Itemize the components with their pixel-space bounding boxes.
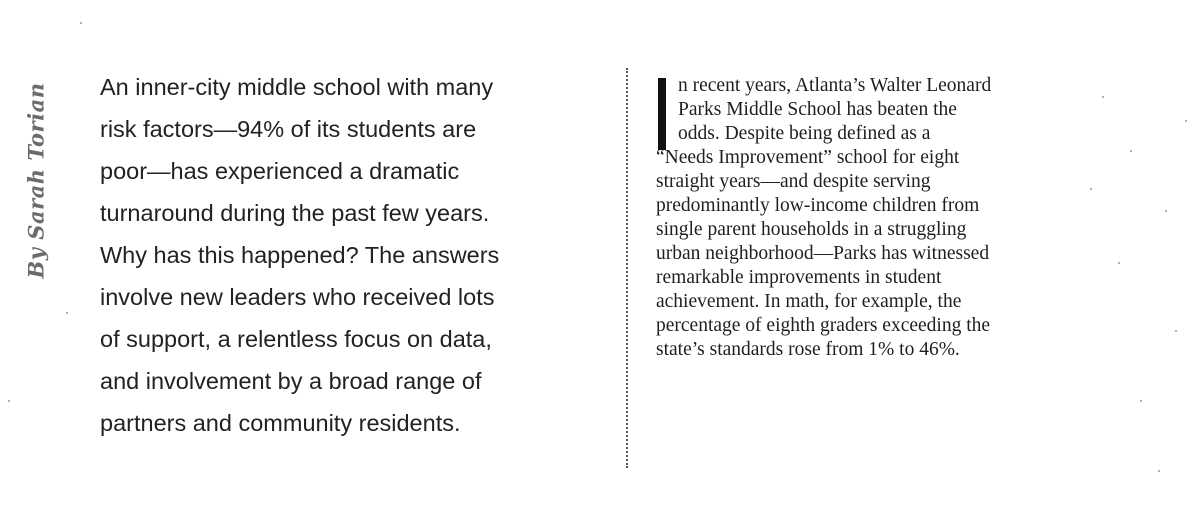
scan-speck [66, 312, 68, 314]
intro-line: poor—has experienced a dramatic [100, 158, 460, 184]
scan-speck [1140, 400, 1142, 402]
byline-text: By Sarah Torian [23, 82, 49, 278]
scan-speck [1165, 210, 1167, 212]
body-line: urban neighborhood—Parks has witnessed [656, 243, 990, 264]
body-line: remarkable improvements in student [656, 267, 942, 288]
body-column [656, 74, 1126, 362]
body-line: odds. Despite being defined as a [678, 123, 931, 144]
scan-speck [1130, 150, 1132, 152]
scan-speck [1090, 188, 1092, 190]
body-line: achievement. In math, for example, the [656, 291, 962, 312]
intro-line: Why has this happened? The answers [100, 242, 500, 268]
intro-line: turnaround during the past few years. [100, 200, 490, 226]
scan-speck [80, 22, 82, 24]
body-line: “Needs Improvement” school for eight [656, 147, 960, 168]
intro-line: involve new leaders who received lots [100, 284, 495, 310]
scan-speck [1158, 470, 1160, 472]
body-line: straight years—and despite serving [656, 171, 931, 192]
scan-speck [1102, 96, 1104, 98]
scan-speck [8, 400, 10, 402]
byline [16, 70, 56, 290]
intro-line: and involvement by a broad range of [100, 368, 482, 394]
column-divider [626, 68, 628, 468]
body-line: single parent households in a struggling [656, 219, 967, 240]
body-line: percentage of eighth graders exceeding the [656, 315, 991, 336]
scan-speck [1185, 120, 1187, 122]
intro-line: An inner-city middle school with many [100, 74, 494, 100]
intro-line: partners and community residents. [100, 410, 461, 436]
intro-line: of support, a relentless focus on data, [100, 326, 492, 352]
intro-line: risk factors—94% of its students are [100, 116, 477, 142]
body-line: predominantly low-income children from [656, 195, 980, 216]
scan-speck [1175, 330, 1177, 332]
body-line: Parks Middle School has beaten the [678, 99, 957, 120]
body-line: state’s standards rose from 1% to 46%. [656, 339, 960, 360]
scan-speck [1118, 262, 1120, 264]
intro-summary [100, 66, 620, 444]
body-line: n recent years, Atlanta’s Walter Leonard [678, 75, 992, 96]
